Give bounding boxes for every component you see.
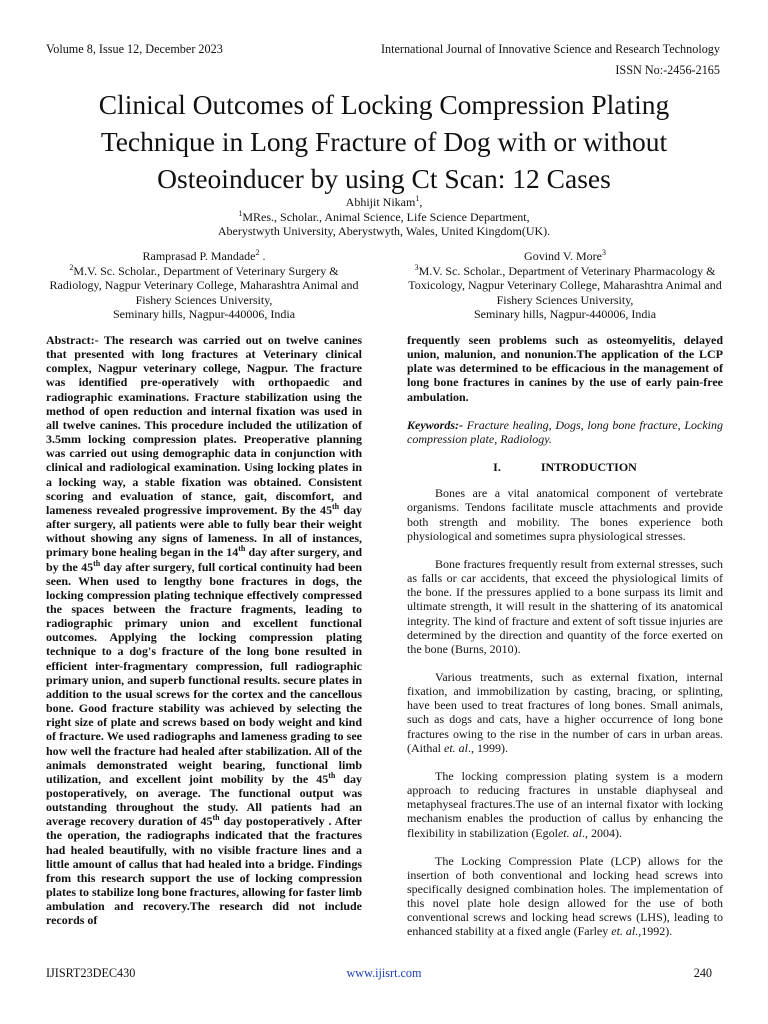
intro-paragraph-3: Various treatments, such as external fixation, internal fixation, and immobilization by casting, bracing, or splinting, have been used to treat fractures of long bones. Small animals, such as dogs and cats, have a higher occurrence of long bone fractures owing to the rise in the number of cars in urban areas. (Aithal et. al., 1999). <box>407 669 723 755</box>
footer-website-link[interactable]: www.ijisrt.com <box>346 966 422 980</box>
paper-title: Clinical Outcomes of Locking Compression Plating Technique in Long Fracture of Dog with or without Osteoinducer by using Ct Scan: 12 Cases <box>98 89 670 194</box>
intro-paragraph-2: Bone fractures frequently result from external stresses, such as falls or car accidents, that exceed the physiological limits of the bone. If the pressures applied to a bone surpass its limit and ultimate strength, it will result in the shattering of its anatomical integrity. The kind of fracture and extent of soft tissue injuries are determined by the direction and quantity of the force exerted on the bone (Burns, 2010). <box>407 556 723 656</box>
abstract-text: Abstract:- The research was carried out on twelve canines that presented with long fractures at Veterinary clinical complex, Nagpur veterinary college, Nagpur. The fracture was identified pre-operatively with orthopaedic and radiographic examinations. Fracture stabilization using the method of open reduction and internal fixation was used in all twelve canines. This procedure included the utilization of 3.5mm locking compression plates. Preoperative planning was carried out using demographic data in conjunction with clinical and radiological examination. Using locking plates in a locking way, a stable fixation was obtained. Consistent scoring and evaluation of stance, gait, discomfort, and lameness revealed progressive improvement. By the 45th day after surgery, all patients were able to fully bear their weight without showing any signs of lameness. In all of instances, primary bone healing began in the 14th day after surgery, and by the 45th day after surgery, full cortical continuity had been seen. When used to lengthy bone fractures in dogs, the locking compression plating technique effectively compressed the spaces between the fracture fragments, leading to radiographic primary union and excellent functional outcomes. Applying the locking compression plating technique to a dog's fracture of the long bone resulted in efficient inter-fragmentary compression, full radiographic primary union, and superb functional results. secure plates in addition to the usual screws for the cortex and the cancellous bone. Good fracture stability was achieved by selecting the right size of plate and screws based on body weight and kind of fracture. We used radiographs and lameness grading to see how well the fracture had healed after stabilization. All of the animals demonstrated weight bearing, functional limb utilization, and excellent joint mobility by the 45th day postoperatively, on average. The functional output was outstanding throughout the study. All patients had an average recovery duration of 45th day postoperatively . After the operation, the radiographs indicated that the fractures had healed beautifully, with no visible fracture lines and a little amount of callus that had healed into a bridge. Findings from this research support the use of locking compression plates to stabilize long bone fractures, allowing for faster limb ambulation and recovery.The research did not include records of <box>46 333 362 928</box>
section-heading-introduction: I. INTRODUCTION <box>493 460 637 475</box>
author-3-name: Govind V. More$^3$ <box>524 248 606 263</box>
author-1-affiliation: $^1$MRes., Scholar., Animal Science, Life Science Department, <box>238 208 530 224</box>
author-2-block <box>46 249 362 322</box>
keywords: Keywords:- Fracture healing, Dogs, long bone fracture, Locking compression plate, Radiology. <box>407 417 723 446</box>
author-1-block <box>150 195 618 239</box>
intro-paragraph-5: The Locking Compression Plate (LCP) allows for the insertion of both conventional and locking head screws into specifically designed combination holes. The implementation of this novel plate hole design allowed for the use of both conventional screws and locking head screws (LHS), leading to enhanced stability at a fixed angle (Farley et. al.,1992). <box>407 853 723 939</box>
author-2-name: Ramprasad P. Mandade$^2$ . <box>142 248 266 263</box>
header-journal: International Journal of Innovative Science and Research Technology <box>380 42 720 56</box>
header-issn: ISSN No:-2456-2165 <box>615 63 720 77</box>
footer-page-number: 240 <box>693 966 712 980</box>
right-column <box>407 333 723 939</box>
author-3-affiliation: $^3$M.V. Sc. Scholar., Department of Veterinary Pharmacology & Toxicology, Nagpur Veterinary College, Maharashtra Animal and Fishery Sciences University, <box>408 262 722 307</box>
author-3-affiliation-2: Seminary hills, Nagpur-440006, India <box>473 307 657 322</box>
author-3-block <box>405 249 725 322</box>
footer-paper-id: IJISRT23DEC430 <box>46 966 136 980</box>
author-2-affiliation-2: Seminary hills, Nagpur-440006, India <box>112 307 296 322</box>
header-volume: Volume 8, Issue 12, December 2023 <box>46 42 223 56</box>
author-2-affiliation: $^2$M.V. Sc. Scholar., Department of Veterinary Surgery & Radiology, Nagpur Veterinary College, Maharashtra Animal and Fishery Sciences University, <box>49 262 359 307</box>
abstract-column <box>46 333 362 928</box>
author-1-name: Abhijit Nikam$^1$, <box>345 194 423 209</box>
author-1-affiliation-2: Aberystwyth University, Aberystwyth, Wales, United Kingdom(UK). <box>217 224 551 239</box>
intro-paragraph-4: The locking compression plating system is a modern approach to reducing fractures in unstable diaphyseal and metaphyseal fractures.The use of an internal fixator with locking mechanism enables the production of callus by enhancing the flexibility in stabilization (Egolet. al., 2004). <box>407 768 723 840</box>
intro-paragraph-1: Bones are a vital anatomical component of vertebrate organisms. Tendons facilitate muscle attachments and provide both strength and mobility. The bones experience both physiological and sometimes supra physiological stresses. <box>407 486 723 543</box>
abstract-continued: frequently seen problems such as osteomyelitis, delayed union, malunion, and nonunion.The application of the LCP plate was determined to be efficacious in the management of long bone fractures in canines by the use of early pain-free ambulation. <box>407 333 723 404</box>
